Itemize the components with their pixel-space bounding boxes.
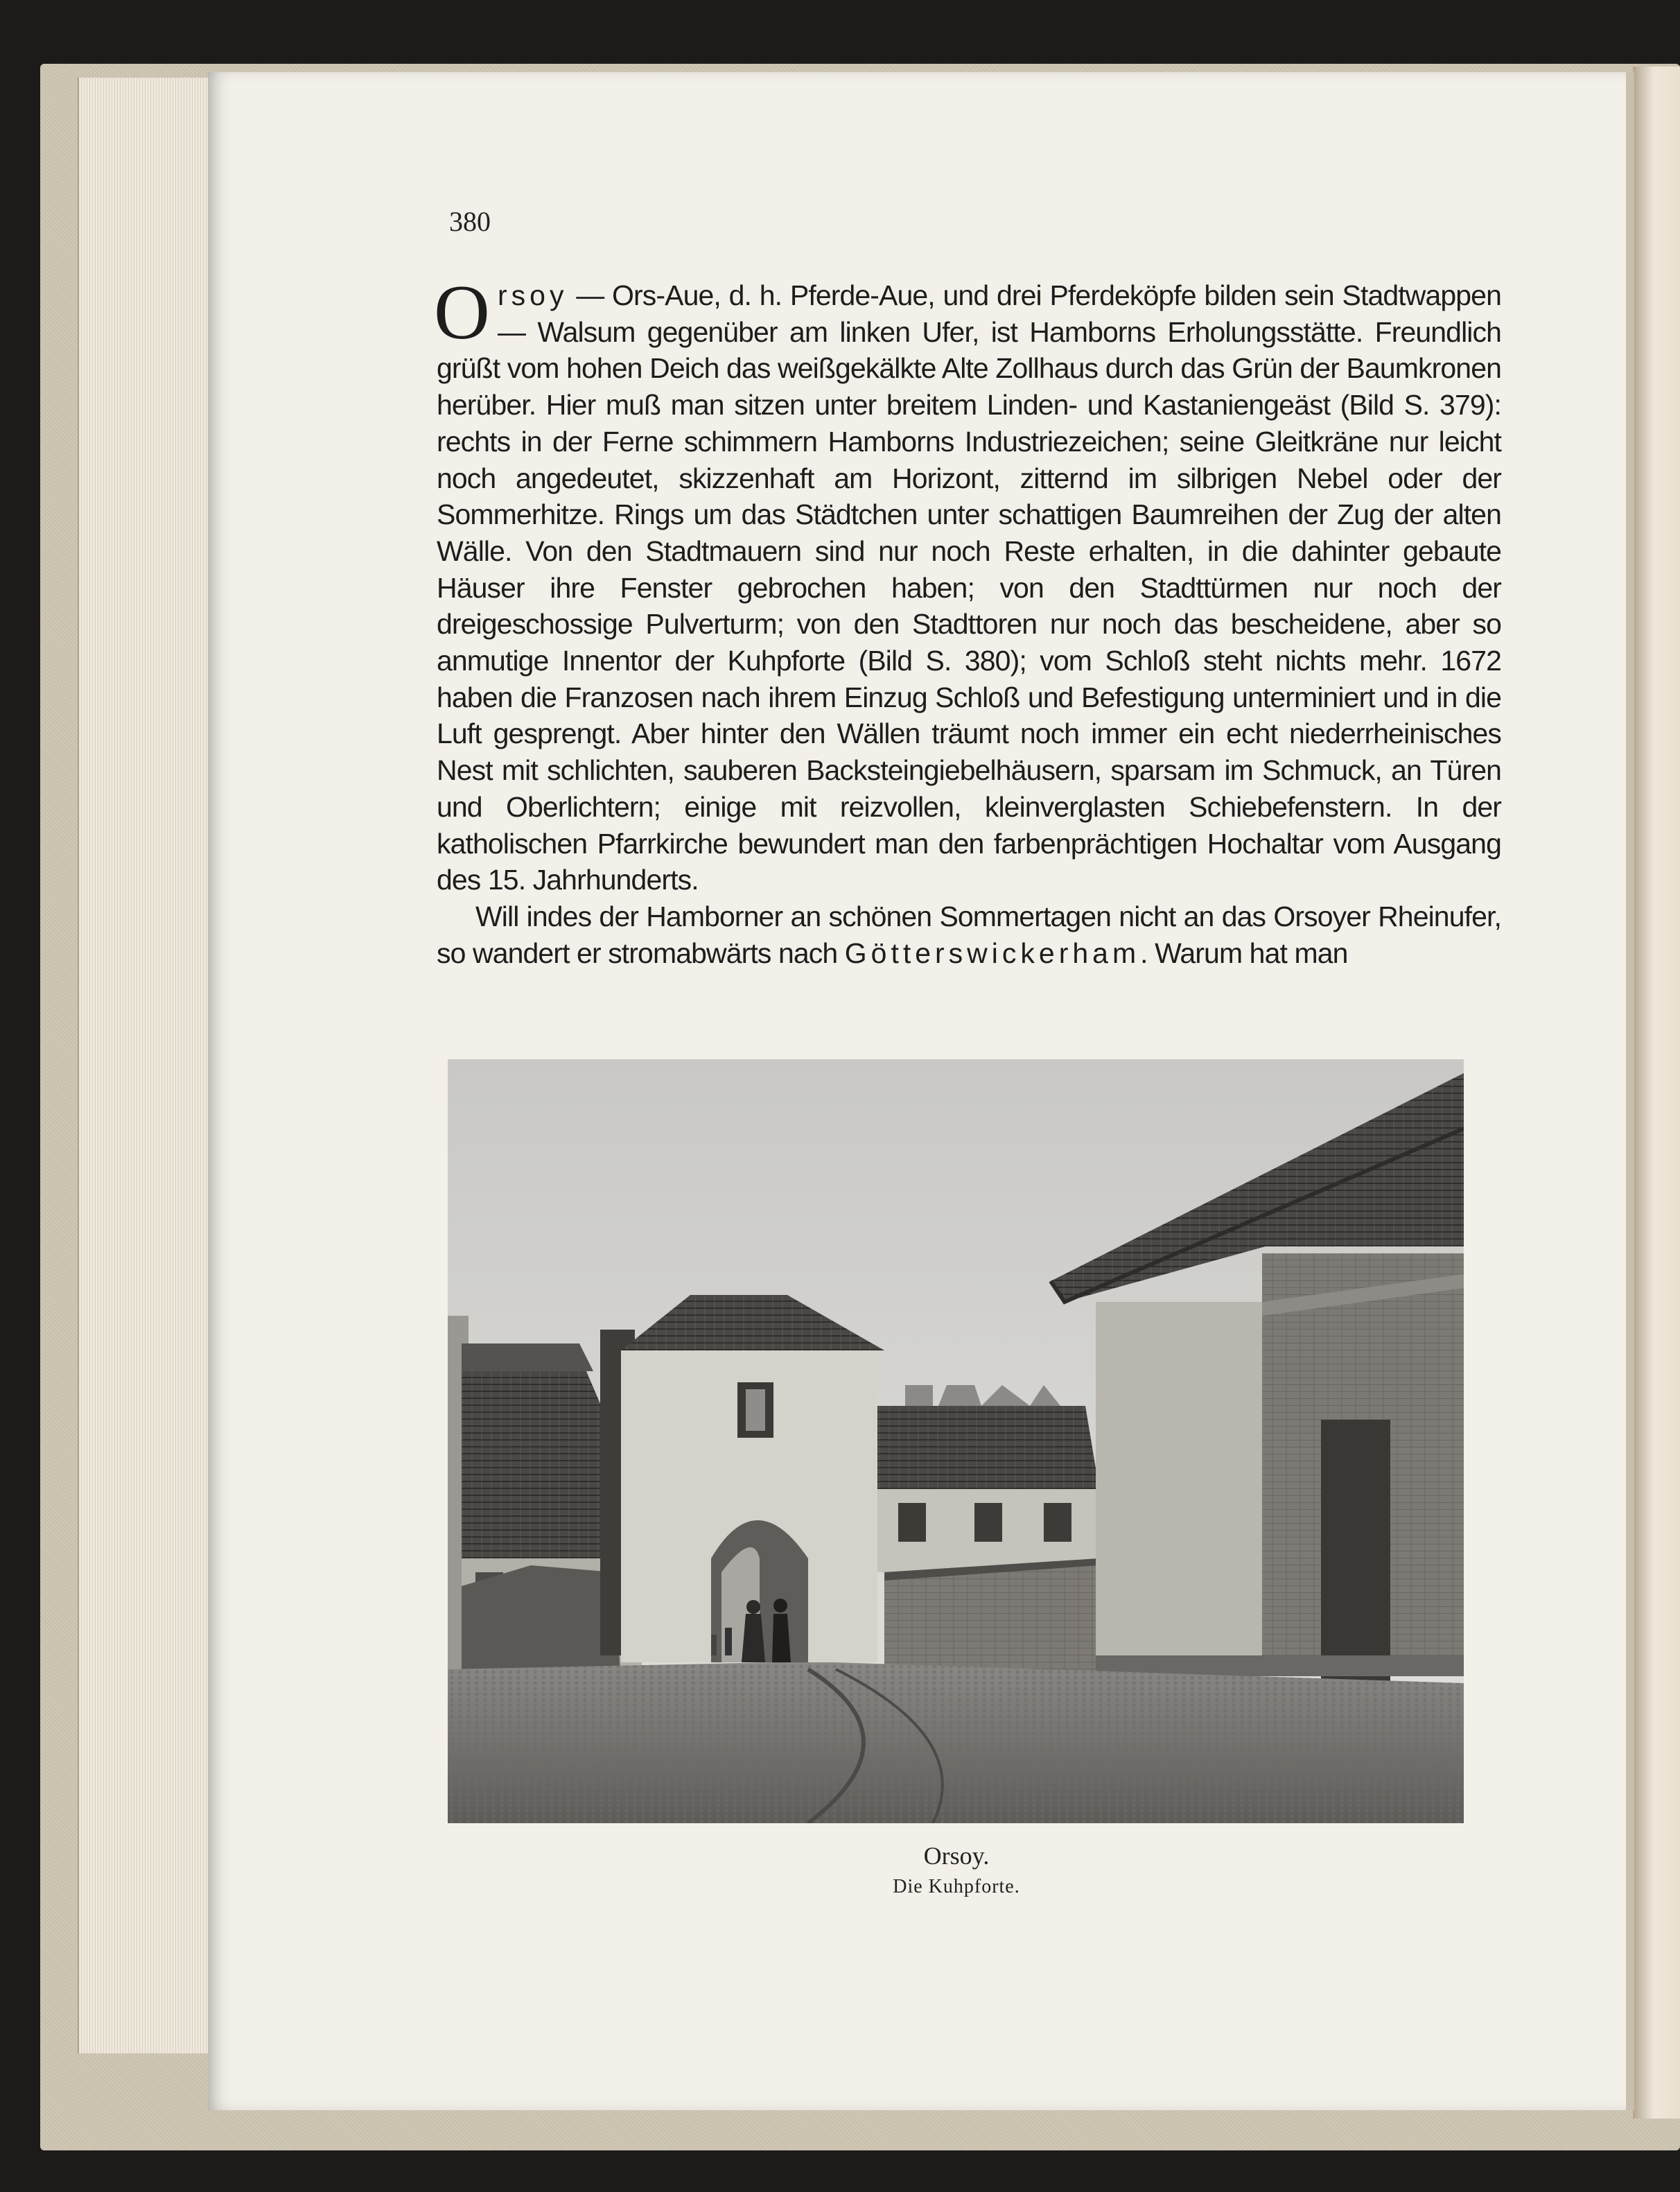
page-gutter <box>1626 72 1634 2110</box>
page-stack-edge <box>78 78 225 2053</box>
figure-caption-title: Orsoy. <box>923 1842 990 1870</box>
figure-caption-subtitle: Die Kuhpforte. <box>893 1876 1020 1897</box>
lead-word: rsoy <box>497 279 568 311</box>
paragraph-2 <box>437 898 1501 971</box>
page-number: 380 <box>449 206 491 237</box>
paragraph-1 <box>434 270 1501 898</box>
photo-kuhpforte <box>448 1059 1464 1823</box>
paragraph-2-end: . Warum hat man <box>1140 937 1348 969</box>
paragraph-2-start: Will indes der Hamborner an schönen Sommertagen nicht an das Orsoyer Rheinufer, so wandert er stromabwärts nach <box>437 900 1501 969</box>
body-text <box>434 270 1501 971</box>
place-name: Götterswickerham <box>844 937 1141 969</box>
drop-cap: O <box>434 270 489 356</box>
facing-page-edge <box>1633 67 1680 2119</box>
paragraph-1-text: — Ors-Aue, d. h. Pferde-Aue, und drei Pferdeköpfe bilden sein Stadtwappen — Walsum gegenüber am linken Ufer, ist Hamborns Erholungsstätte. Freundlich grüßt vom hohen Deich das weißgekälkte Alte Zollhaus durch das Grün der Baumkronen herüber. Hier muß man sitzen unter breitem Linden- und Kastaniengeäst (Bild S. 379): rechts in der Ferne schimmern Hamborns Industriezeichen; seine Gleitkräne nur leicht noch angedeutet, skizzenhaft am Horizont, zitternd im silbrigen Nebel oder der Sommerhitze. Rings um das Städtchen unter schattigen Baumreihen der Zug der alten Wälle. Von den Stadtmauern sind nur noch Reste erhalten, in die dahinter gebaute Häuser ihre Fenster gebrochen haben; von den Stadttürmen nur noch der dreigeschossige Pulverturm; von den Stadttoren nur noch das bescheidene, aber so anmutige Innentor der Kuhpforte (Bild S. 380); vom Schloß steht nichts mehr. 1672 haben die Franzosen nach ihrem Einzug Schloß und Befestigung unterminiert und in die Luft gesprengt. Aber hinter den Wällen träumt noch immer ein echt niederrheinisches Nest mit schlichten, sauberen Backsteingiebelhäusern, sparsam im Schmuck, an Türen und Oberlichtern; einige mit reizvollen, kleinverglasten Schiebefenstern. In der katholischen Pfarrkirche bewundert man den farbenprächtigen Hochaltar vom Ausgang des 15. Jahrhunderts. <box>437 279 1501 896</box>
